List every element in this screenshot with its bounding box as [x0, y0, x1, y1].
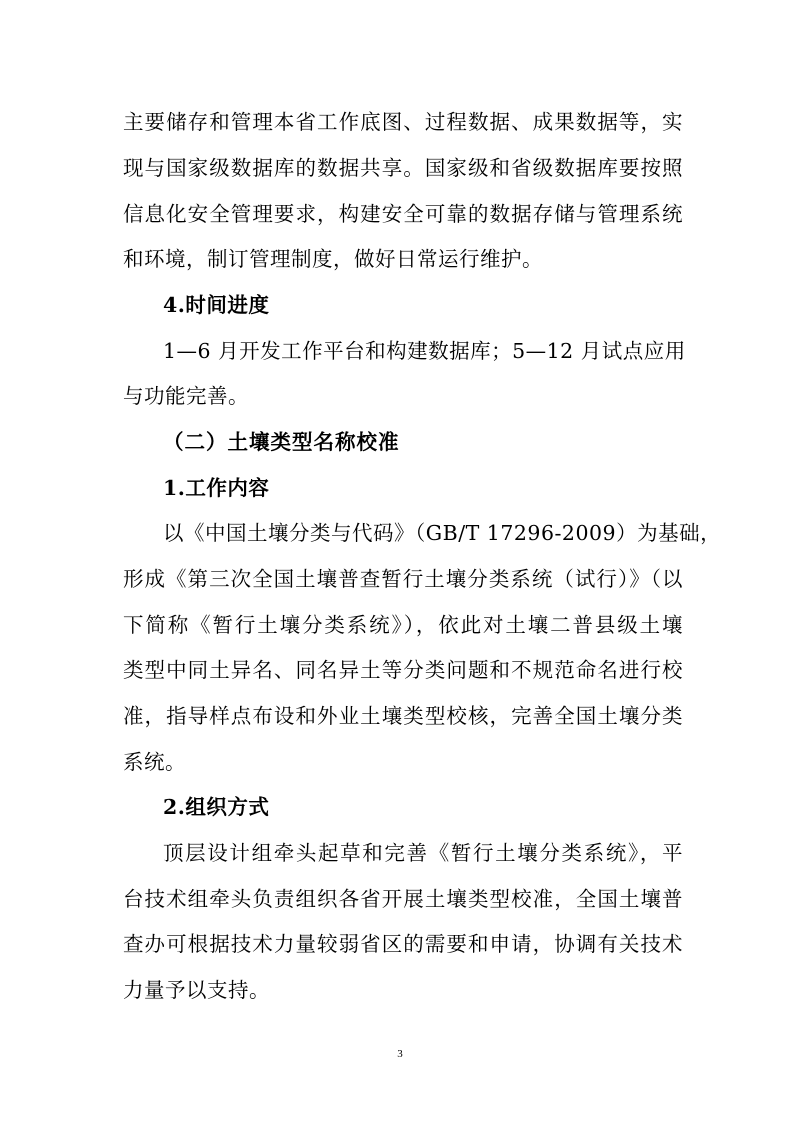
paragraph-line: 系统。 — [123, 750, 186, 774]
paragraph-line: 1—6 月开发工作平台和构建数据库；5—12 月试点应用 — [163, 339, 686, 363]
paragraph-line: 类型中同土异名、同名异土等分类问题和不规范命名进行校 — [123, 658, 683, 682]
paragraph-line: 与功能完善。 — [123, 384, 249, 408]
section-heading: 1.工作内容 — [163, 476, 270, 500]
paragraph-line: 台技术组牵头负责组织各省开展土壤类型校准，全国土壤普 — [123, 887, 683, 911]
paragraph-line: 和环境，制订管理制度，做好日常运行维护。 — [123, 247, 543, 271]
section-heading: 2.组织方式 — [163, 795, 270, 819]
paragraph-line: 力量予以支持。 — [123, 978, 270, 1002]
paragraph-line: 顶层设计组牵头起草和完善《暂行土壤分类系统》，平 — [163, 841, 683, 865]
subsection-heading: （二）土壤类型名称校准 — [163, 430, 400, 454]
paragraph-line: 信息化安全管理要求，构建安全可靠的数据存储与管理系统 — [123, 202, 683, 226]
section-heading: 4.时间进度 — [163, 293, 270, 317]
page-number: 3 — [397, 1048, 403, 1060]
paragraph-line: 准，指导样点布设和外业土壤类型校核，完善全国土壤分类 — [123, 704, 683, 728]
paragraph-line: 现与国家级数据库的数据共享。国家级和省级数据库要按照 — [123, 156, 683, 180]
paragraph-line: 主要储存和管理本省工作底图、过程数据、成果数据等，实 — [123, 110, 683, 134]
paragraph-line: 查办可根据技术力量较弱省区的需要和申请，协调有关技术 — [123, 932, 683, 956]
paragraph-line: 下简称《暂行土壤分类系统》），依此对土壤二普县级土壤 — [123, 613, 683, 637]
paragraph-line: 形成《第三次全国土壤普查暂行土壤分类系统（试行）》（以 — [123, 567, 683, 591]
paragraph-line: 以《中国土壤分类与代码》（GB/T 17296-2009）为基础， — [163, 521, 722, 545]
